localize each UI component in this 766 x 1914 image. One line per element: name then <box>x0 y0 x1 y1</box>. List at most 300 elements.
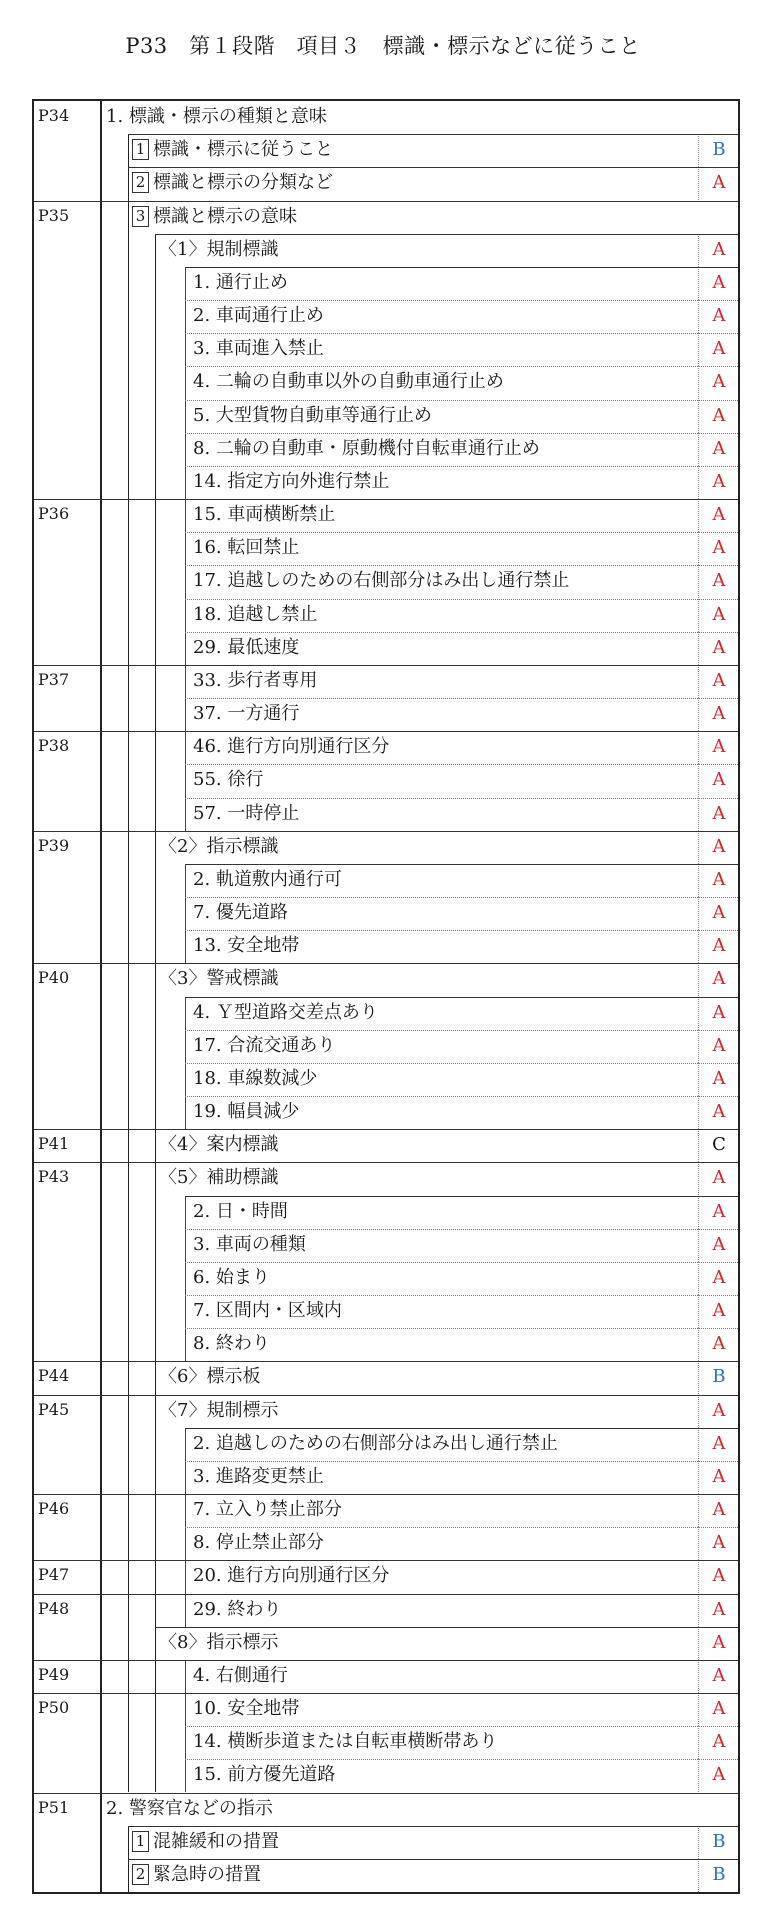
item-text: 7. 区間内・区域内 <box>193 1300 342 1321</box>
item-number-box: 3 <box>132 206 149 227</box>
item-text: 2. 車両通行止め <box>193 305 324 326</box>
table-row <box>34 698 738 731</box>
grade-divider <box>698 134 699 167</box>
item-label <box>193 267 288 300</box>
grade-badge: A <box>712 1565 726 1587</box>
item-text: 2. 軌道敷内通行可 <box>193 868 342 890</box>
grade-badge: A <box>712 1532 726 1554</box>
page-ref: P39 <box>38 835 70 855</box>
row-divider <box>185 267 738 268</box>
item-text: 〈2〉指示標識 <box>159 835 279 857</box>
item-label <box>193 864 342 897</box>
grade-badge: A <box>712 1731 726 1753</box>
table-row <box>34 764 738 797</box>
grade-divider <box>698 1759 699 1792</box>
table-row <box>34 632 738 665</box>
item-text: 7. 立入り禁止部分 <box>193 1499 342 1520</box>
row-divider <box>34 1129 738 1130</box>
item-text: 15. 車両横断禁止 <box>193 504 336 525</box>
grade-badge: A <box>712 1001 726 1023</box>
table-row <box>34 1030 738 1063</box>
grade-badge: A <box>712 1034 726 1056</box>
grade-divider <box>698 1826 699 1859</box>
table-row <box>34 665 738 698</box>
row-divider <box>34 831 738 832</box>
grade-divider <box>698 897 699 930</box>
item-text: 18. 車線数減少 <box>193 1067 318 1089</box>
row-divider <box>128 1859 738 1860</box>
row-divider <box>185 333 738 334</box>
row-divider <box>34 1693 738 1694</box>
item-label <box>193 1262 270 1295</box>
item-label <box>193 532 299 565</box>
row-divider <box>185 1461 738 1462</box>
page-ref: P35 <box>38 205 70 225</box>
grade-divider <box>698 499 699 532</box>
grade-divider <box>698 831 699 864</box>
grade-badge: A <box>712 835 726 857</box>
item-label <box>106 1793 273 1826</box>
table-row <box>34 1660 738 1693</box>
row-divider <box>185 632 738 633</box>
grade-badge: A <box>712 1698 726 1719</box>
grade-divider <box>698 1461 699 1494</box>
item-label <box>193 1660 288 1693</box>
row-divider <box>185 1726 738 1727</box>
row-divider <box>34 1361 738 1362</box>
item-label <box>159 831 278 864</box>
item-text: 5. 大型貨物自動車等通行止め <box>193 404 432 426</box>
grade-divider <box>698 1361 699 1394</box>
table-row <box>34 565 738 598</box>
item-label <box>132 134 333 167</box>
grade-divider <box>698 300 699 333</box>
grade-divider <box>698 1129 699 1162</box>
item-text: 標識・標示に従うこと <box>153 139 333 161</box>
item-label <box>193 1494 342 1527</box>
row-divider <box>34 665 738 666</box>
grade-divider <box>698 1328 699 1361</box>
table-row <box>34 1162 738 1195</box>
grade-badge: A <box>712 1233 726 1255</box>
row-divider <box>34 731 738 732</box>
table-row <box>34 798 738 831</box>
item-label <box>193 632 299 665</box>
grade-divider <box>698 1162 699 1195</box>
table-row <box>34 1129 738 1162</box>
table-row <box>34 1527 738 1560</box>
table-row <box>34 831 738 864</box>
item-text: 8. 停止禁止部分 <box>193 1532 324 1554</box>
table-row <box>34 1793 738 1826</box>
grade-divider <box>698 1295 699 1328</box>
grade-divider <box>698 466 699 499</box>
grade-divider <box>698 731 699 764</box>
table-row <box>34 1594 738 1627</box>
grade-badge: C <box>712 1134 726 1156</box>
grade-badge: A <box>712 271 726 293</box>
item-text: 〈5〉補助標識 <box>159 1167 279 1189</box>
table-row <box>34 1859 738 1892</box>
row-divider <box>185 1295 738 1296</box>
item-label <box>193 1295 342 1328</box>
item-text: 15. 前方優先道路 <box>193 1764 336 1786</box>
page-ref: P41 <box>38 1134 70 1154</box>
grade-badge: A <box>712 1465 726 1487</box>
grade-divider <box>698 1196 699 1229</box>
item-text: 8. 二輪の自動車・原動機付自転車通行止め <box>193 437 540 459</box>
item-text: 1. 通行止め <box>193 271 288 293</box>
grade-divider <box>698 1660 699 1693</box>
grade-badge: A <box>712 437 726 459</box>
item-text: 8. 終わり <box>193 1333 270 1355</box>
grade-divider <box>698 632 699 665</box>
item-number-box: 2 <box>132 172 149 193</box>
grade-badge: A <box>712 238 726 260</box>
grade-badge: A <box>712 570 726 592</box>
grade-badge: A <box>712 305 726 326</box>
row-divider <box>34 1162 738 1163</box>
page-ref: P48 <box>38 1598 70 1618</box>
grade-badge: A <box>712 470 726 492</box>
row-divider <box>185 1759 738 1760</box>
grade-badge: A <box>712 1266 726 1288</box>
row-divider <box>34 1660 738 1661</box>
grade-badge: A <box>712 1598 726 1620</box>
table-row <box>34 1461 738 1494</box>
grade-badge: A <box>712 802 726 824</box>
page-ref: P51 <box>38 1797 70 1817</box>
item-label <box>132 1859 261 1892</box>
row-divider <box>185 930 738 931</box>
table-row <box>34 1560 738 1593</box>
grade-divider <box>698 1395 699 1428</box>
item-text: 4. 二輪の自動車以外の自動車通行止め <box>193 371 504 393</box>
grade-divider <box>698 1063 699 1096</box>
grade-badge: A <box>712 1300 726 1321</box>
row-divider <box>155 1627 738 1628</box>
item-text: 混雑緩和の措置 <box>153 1830 279 1852</box>
grade-divider <box>698 997 699 1030</box>
table-row <box>34 532 738 565</box>
grade-badge: A <box>712 1167 726 1189</box>
row-divider <box>185 1328 738 1329</box>
item-text: 〈8〉指示標示 <box>159 1631 279 1653</box>
table-row <box>34 267 738 300</box>
item-text: 6. 始まり <box>193 1266 270 1288</box>
curriculum-table <box>32 99 740 1894</box>
grade-divider <box>698 565 699 598</box>
item-label <box>159 1162 278 1195</box>
grade-badge: A <box>712 703 726 724</box>
grade-divider <box>698 599 699 632</box>
grade-divider <box>698 1262 699 1295</box>
grade-divider <box>698 698 699 731</box>
table-row <box>34 234 738 267</box>
grade-divider <box>698 1527 699 1560</box>
item-label <box>193 798 299 831</box>
page-ref: P49 <box>38 1664 70 1684</box>
table-row <box>34 466 738 499</box>
item-label <box>193 599 317 632</box>
row-divider <box>185 997 738 998</box>
item-label <box>193 466 389 499</box>
item-number-box: 1 <box>132 139 149 160</box>
row-divider <box>185 1527 738 1528</box>
table-row <box>34 101 738 134</box>
item-text: 緊急時の措置 <box>153 1863 261 1885</box>
grade-badge: A <box>712 172 726 194</box>
table-row <box>34 1229 738 1262</box>
row-divider <box>185 1229 738 1230</box>
item-label <box>193 997 378 1030</box>
grade-badge: A <box>712 736 726 758</box>
grade-badge: A <box>712 371 726 393</box>
grade-divider <box>698 963 699 996</box>
table-row <box>34 930 738 963</box>
item-label <box>193 897 288 930</box>
row-divider <box>185 300 738 301</box>
row-divider <box>34 1395 738 1396</box>
row-divider <box>34 1494 738 1495</box>
grade-badge: A <box>712 1067 726 1089</box>
grade-badge: A <box>712 1399 726 1421</box>
table-row <box>34 300 738 333</box>
table-row <box>34 997 738 1030</box>
row-divider <box>185 366 738 367</box>
item-label <box>193 1428 558 1461</box>
item-label <box>193 1726 497 1759</box>
item-text: 3. 進路変更禁止 <box>193 1465 324 1487</box>
row-divider <box>185 1196 738 1197</box>
page-ref: P46 <box>38 1499 70 1518</box>
grade-divider <box>698 433 699 466</box>
grade-divider <box>698 1560 699 1593</box>
grade-badge: A <box>712 1200 726 1222</box>
item-label <box>193 1461 324 1494</box>
row-divider <box>185 565 738 566</box>
item-text: 〈3〉警戒標識 <box>159 968 279 990</box>
grade-divider <box>698 234 699 267</box>
row-divider <box>185 698 738 699</box>
grade-badge: A <box>712 1631 726 1653</box>
item-label <box>193 300 324 333</box>
grade-divider <box>698 267 699 300</box>
row-divider <box>185 1096 738 1097</box>
row-divider <box>185 1030 738 1031</box>
grade-divider <box>698 1693 699 1726</box>
grade-badge: B <box>712 139 726 161</box>
grade-badge: A <box>712 1333 726 1355</box>
row-divider <box>185 897 738 898</box>
item-label <box>193 1229 306 1262</box>
item-label <box>193 433 540 466</box>
item-text: 57. 一時停止 <box>193 802 300 824</box>
table-row <box>34 963 738 996</box>
grade-badge: A <box>712 1101 726 1122</box>
item-text: 3. 車両の種類 <box>193 1233 306 1255</box>
table-row <box>34 1328 738 1361</box>
table-row <box>34 1395 738 1428</box>
item-text: 33. 歩行者専用 <box>193 669 318 691</box>
grade-divider <box>698 930 699 963</box>
row-divider <box>185 764 738 765</box>
grade-badge: A <box>712 338 726 360</box>
item-text: 17. 合流交通あり <box>193 1034 336 1056</box>
table-row <box>34 1627 738 1660</box>
row-divider <box>185 466 738 467</box>
grade-divider <box>698 167 699 200</box>
page-ref: P44 <box>38 1366 70 1386</box>
grade-divider <box>698 1096 699 1129</box>
item-text: 〈1〉規制標識 <box>159 238 279 260</box>
item-label <box>193 499 335 532</box>
table-row <box>34 731 738 764</box>
item-text: 4. Ｙ型道路交差点あり <box>193 1001 378 1023</box>
grade-divider <box>698 1229 699 1262</box>
page-ref: P34 <box>38 106 70 125</box>
item-label <box>193 764 263 797</box>
page-title: P33 第１段階 項目３ 標識・標示などに従うこと <box>125 34 641 58</box>
item-label <box>193 1063 317 1096</box>
item-text: 17. 追越しのための右側部分はみ出し通行禁止 <box>193 570 570 592</box>
item-text: 10. 安全地帯 <box>193 1698 300 1719</box>
item-text: 18. 追越し禁止 <box>193 603 318 625</box>
item-label <box>132 201 297 234</box>
grade-badge: A <box>712 868 726 890</box>
grade-badge: B <box>712 1366 726 1388</box>
grade-badge: A <box>712 669 726 691</box>
row-divider <box>185 400 738 401</box>
item-text: 14. 指定方向外進行禁止 <box>193 470 390 492</box>
grade-divider <box>698 665 699 698</box>
item-text: 13. 安全地帯 <box>193 935 300 957</box>
grade-divider <box>698 1627 699 1660</box>
item-text: 1. 標識・標示の種類と意味 <box>106 106 327 127</box>
row-divider <box>34 963 738 964</box>
table-row <box>34 433 738 466</box>
table-row <box>34 1063 738 1096</box>
item-text: 2. 日・時間 <box>193 1200 288 1222</box>
item-label <box>193 665 317 698</box>
item-text: 3. 車両進入禁止 <box>193 338 324 360</box>
row-divider <box>34 1793 738 1794</box>
table-row <box>34 1726 738 1759</box>
grade-badge: A <box>712 504 726 525</box>
grade-divider <box>698 1030 699 1063</box>
page-ref: P45 <box>38 1399 70 1419</box>
item-label <box>193 731 389 764</box>
row-divider <box>185 798 738 799</box>
item-label <box>193 1594 281 1627</box>
item-label <box>193 1759 335 1792</box>
grade-badge: A <box>712 537 726 559</box>
item-label <box>193 1527 324 1560</box>
item-label <box>193 1328 270 1361</box>
item-text: 16. 転回禁止 <box>193 537 300 559</box>
grade-divider <box>698 1428 699 1461</box>
table-row <box>34 400 738 433</box>
table-row <box>34 1494 738 1527</box>
item-text: 7. 優先道路 <box>193 902 288 923</box>
item-label <box>193 1196 288 1229</box>
table-row <box>34 167 738 200</box>
grade-divider <box>698 1594 699 1627</box>
grade-badge: A <box>712 1664 726 1686</box>
grade-divider <box>698 400 699 433</box>
item-label <box>159 1361 260 1394</box>
table-row <box>34 1759 738 1792</box>
table-row <box>34 1196 738 1229</box>
page-ref: P47 <box>38 1565 70 1585</box>
item-label <box>132 167 333 200</box>
table-row <box>34 864 738 897</box>
item-text: 標識と標示の意味 <box>153 205 297 227</box>
grade-badge: A <box>712 636 726 658</box>
item-text: 〈4〉案内標識 <box>159 1134 279 1156</box>
page-ref: P50 <box>38 1698 70 1717</box>
page-ref: P36 <box>38 504 70 523</box>
item-label <box>159 1627 278 1660</box>
page-ref: P37 <box>38 669 70 689</box>
table-row <box>34 1428 738 1461</box>
page-ref: P43 <box>38 1167 70 1187</box>
grade-badge: A <box>712 1764 726 1786</box>
item-text: 標識と標示の分類など <box>153 172 333 194</box>
grade-badge: B <box>712 1830 726 1852</box>
grade-badge: A <box>712 404 726 426</box>
item-text: 〈6〉標示板 <box>159 1366 261 1388</box>
grade-badge: B <box>712 1863 726 1885</box>
grade-badge: A <box>712 902 726 923</box>
table-row <box>34 499 738 532</box>
grade-divider <box>698 532 699 565</box>
page-ref: P38 <box>38 736 70 756</box>
grade-badge: A <box>712 1432 726 1454</box>
item-text: 37. 一方通行 <box>193 703 300 724</box>
row-divider <box>128 1826 738 1827</box>
table-row <box>34 1693 738 1726</box>
item-label <box>193 1560 389 1593</box>
item-text: 2. 追越しのための右側部分はみ出し通行禁止 <box>193 1432 558 1454</box>
page-ref: P40 <box>38 968 70 988</box>
item-text: 20. 進行方向別通行区分 <box>193 1565 390 1587</box>
item-label <box>106 101 327 134</box>
grade-divider <box>698 1494 699 1527</box>
grade-badge: A <box>712 603 726 625</box>
table-row <box>34 897 738 930</box>
item-label <box>193 333 324 366</box>
table-row <box>34 333 738 366</box>
item-label <box>193 1693 299 1726</box>
table-row <box>34 1295 738 1328</box>
item-label <box>193 1096 299 1129</box>
item-text: 29. 最低速度 <box>193 636 300 658</box>
item-text: 29. 終わり <box>193 1598 282 1620</box>
item-text: 14. 横断歩道または自転車横断帯あり <box>193 1731 498 1753</box>
grade-divider <box>698 1726 699 1759</box>
grade-badge: A <box>712 968 726 990</box>
row-divider <box>185 1262 738 1263</box>
item-text: 2. 警察官などの指示 <box>106 1797 273 1819</box>
item-label <box>193 366 504 399</box>
grade-divider <box>698 366 699 399</box>
item-text: 46. 進行方向別通行区分 <box>193 736 390 758</box>
table-row <box>34 1826 738 1859</box>
table-row <box>34 201 738 234</box>
item-label <box>159 963 278 996</box>
item-label <box>193 400 432 433</box>
